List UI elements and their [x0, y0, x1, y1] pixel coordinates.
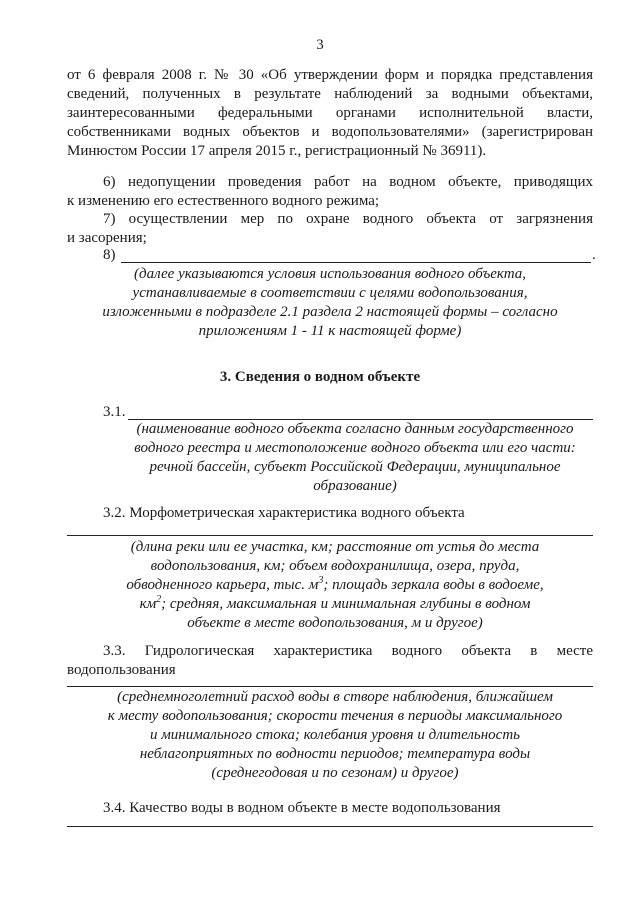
- item-7-line: 7) осуществлении мер по охране водного объекта от загрязнения: [103, 211, 593, 227]
- note-fragment: обводненного карьера, тыс. м: [126, 577, 319, 593]
- item-8-fill-line: [121, 262, 591, 263]
- section-3-1-note: [120, 420, 590, 496]
- page-number: 3: [316, 37, 324, 53]
- section-3-2-fill-line: [67, 535, 593, 536]
- item-8-note: [70, 265, 590, 341]
- item-8-label: 8): [103, 247, 116, 263]
- section-3-3-line: водопользования: [67, 662, 176, 678]
- note-line: к месту водопользования; скорости течения в периоды максимального: [107, 708, 563, 724]
- section-3-3-line: 3.3. Гидрологическая характеристика водного объекта в месте: [103, 643, 593, 659]
- note-line: образование): [313, 478, 397, 494]
- item-6-line: к изменению его естественного водного режима;: [67, 193, 380, 209]
- intro-paragraph: [67, 66, 593, 161]
- note-line: (среднемноголетний расход воды в створе наблюдения, ближайшем: [117, 689, 553, 705]
- section-3-3-note: [80, 688, 590, 783]
- note-line: [80, 595, 590, 614]
- section-3-2-label: 3.2. Морфометрическая характеристика водного объекта: [103, 505, 465, 521]
- intro-line: собственниками водных объектов и водопользователями» (зарегистрирован: [67, 124, 593, 140]
- intro-line: от 6 февраля 2008 г. № 30 «Об утверждении форм и порядка представления: [67, 67, 593, 83]
- note-line: водного реестра и местоположение водного объекта или его части:: [134, 440, 576, 456]
- superscript-2: 2: [156, 594, 162, 605]
- note-line: водопользования, км; объем водохранилища, озера, пруда,: [150, 558, 520, 574]
- intro-line: Минюстом России 17 апреля 2015 г., регистрационный № 36911).: [67, 143, 487, 159]
- note-line: объекте в месте водопользования, м и другое): [187, 615, 483, 631]
- section-3-4-label: 3.4. Качество воды в водном объекте в месте водопользования: [103, 800, 501, 816]
- note-fragment: ; средняя, максимальная и минимальная глубины в водном: [161, 596, 531, 612]
- note-line: неблагоприятных по водности периодов; температура воды: [139, 746, 531, 762]
- section-3-3-label: [67, 642, 593, 680]
- item-6: [67, 173, 593, 211]
- note-line: устанавливаемые в соответствии с целями водопользования,: [132, 285, 528, 301]
- intro-line: заинтересованными федеральными органами исполнительной власти,: [67, 105, 593, 121]
- note-line: и минимального стока; колебания уровня и длительность: [149, 727, 521, 743]
- note-line: [80, 576, 590, 595]
- section-3-1-label: 3.1.: [103, 404, 126, 420]
- item-7: [67, 210, 593, 248]
- note-line: (наименование водного объекта согласно данным государственного: [136, 421, 574, 437]
- note-line: речной бассейн, субъект Российской Федерации, муниципальное: [149, 459, 561, 475]
- superscript-3: 3: [318, 575, 324, 586]
- item-8-end: .: [592, 247, 596, 263]
- note-line: (среднегодовая и по сезонам) и другое): [211, 765, 459, 781]
- item-6-line: 6) недопущении проведения работ на водном объекте, приводящих: [103, 174, 593, 190]
- section-3-2-note: [80, 538, 590, 633]
- section-3-3-fill-line: [67, 686, 593, 687]
- note-fragment: км: [139, 596, 157, 612]
- intro-line: сведений, полученных в результате наблюдений за водными объектами,: [67, 86, 593, 102]
- note-line: приложениям 1 - 11 к настоящей форме): [198, 323, 462, 339]
- note-line: (длина реки или ее участка, км; расстояние от устья до места: [130, 539, 540, 555]
- note-line: (далее указываются условия использования водного объекта,: [134, 266, 526, 282]
- section-3-title: 3. Сведения о водном объекте: [219, 369, 421, 385]
- item-7-line: и засорения;: [67, 230, 147, 246]
- note-line: изложенными в подразделе 2.1 раздела 2 настоящей формы – согласно: [102, 304, 558, 320]
- note-fragment: ; площадь зеркала воды в водоеме,: [323, 577, 544, 593]
- section-3-4-fill-line: [67, 826, 593, 827]
